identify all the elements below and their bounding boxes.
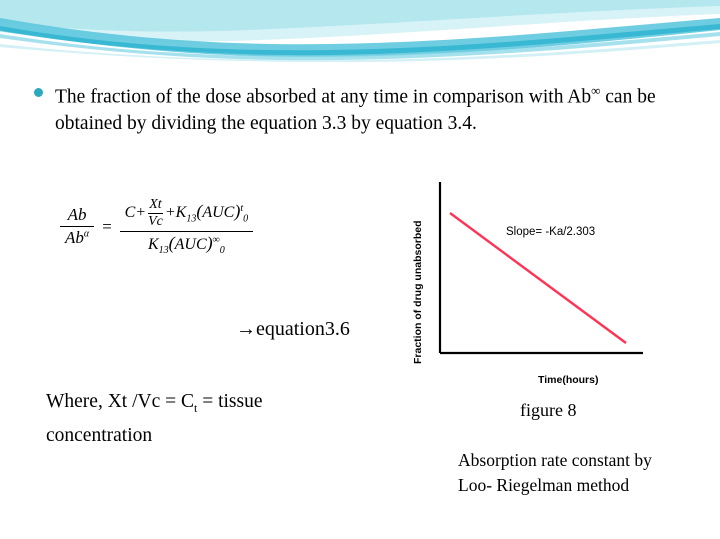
equation-rhs-denominator [143,232,230,257]
bullet-paragraph [34,78,694,137]
rhs-k: K [175,204,187,222]
where-text-part-3: concentration [46,424,153,446]
where-text-part-2: = tissue [197,391,263,412]
rhs-den-paren-open: ( [168,233,175,253]
bullet-text-part-1: The fraction of the dose absorbed at any time in comparison with Ab [55,86,592,108]
equation-equals-sign: = [101,216,113,236]
bullet-paragraph-text [55,78,694,137]
rhs-den-paren-close: ) [206,233,213,253]
rhs-den-auc-sub: 0 [219,245,225,257]
rhs-den-auc-sup: ∞ [212,234,220,246]
where-text-subscript: t [194,400,198,415]
equation-left-fraction [60,204,94,249]
rhs-den-k: K [147,236,159,253]
rhs-auc-sub: 0 [243,213,249,225]
figure-description-line-2: Loo- Riegelman method [458,475,630,495]
decorative-banner [0,0,720,62]
rhs-plus-2: + [164,204,176,222]
figure-caption: figure 8 [520,400,577,420]
bullet-text-part-2: can be obtained by dividing the equation 3.3 by equation 3.4. [55,86,656,134]
rhs-c: C [124,204,136,222]
chart-figure-8 [398,178,688,388]
rhs-auc: AUC [202,204,235,222]
rhs-auc-sup: t [240,202,244,214]
rhs-inner-num: Xt [149,197,162,212]
equation-lhs-denominator-sup: α [83,228,90,240]
chart-slope-annotation: Slope= -Ka/2.303 [506,226,596,238]
where-definition-text [46,388,346,449]
rhs-den-auc: AUC [174,236,207,253]
where-text-part-1: Where, Xt /Vc = C [46,391,194,412]
rhs-paren-open: ( [196,201,203,222]
equation-rhs-numerator [120,196,253,231]
equation-number-label: →equation3.6 [236,318,350,340]
chart-y-axis-label: Fraction of drug unabsorbed [412,220,424,364]
equation-row [60,196,360,257]
bullet-dot-icon [34,88,43,97]
chart-x-axis-label: Time(hours) [538,374,599,386]
equation-right-fraction [120,196,253,257]
figure-description-line-1: Absorption rate constant by [458,450,652,470]
figure-description [458,448,708,498]
equation-3-6 [60,196,360,257]
equation-lhs-denominator [60,227,94,249]
chart-svg [398,178,688,388]
rhs-k-subscript: 13 [186,213,197,225]
rhs-inner-fraction [148,197,163,230]
rhs-plus-1: + [135,204,147,222]
rhs-inner-den: Vc [148,214,163,229]
bullet-text-superscript: ∞ [591,83,601,98]
rhs-den-k-subscript: 13 [158,245,169,257]
equation-lhs-denominator-base: Ab [65,228,84,248]
rhs-paren-close: ) [234,201,241,222]
equation-lhs-numerator: Ab [67,205,87,225]
